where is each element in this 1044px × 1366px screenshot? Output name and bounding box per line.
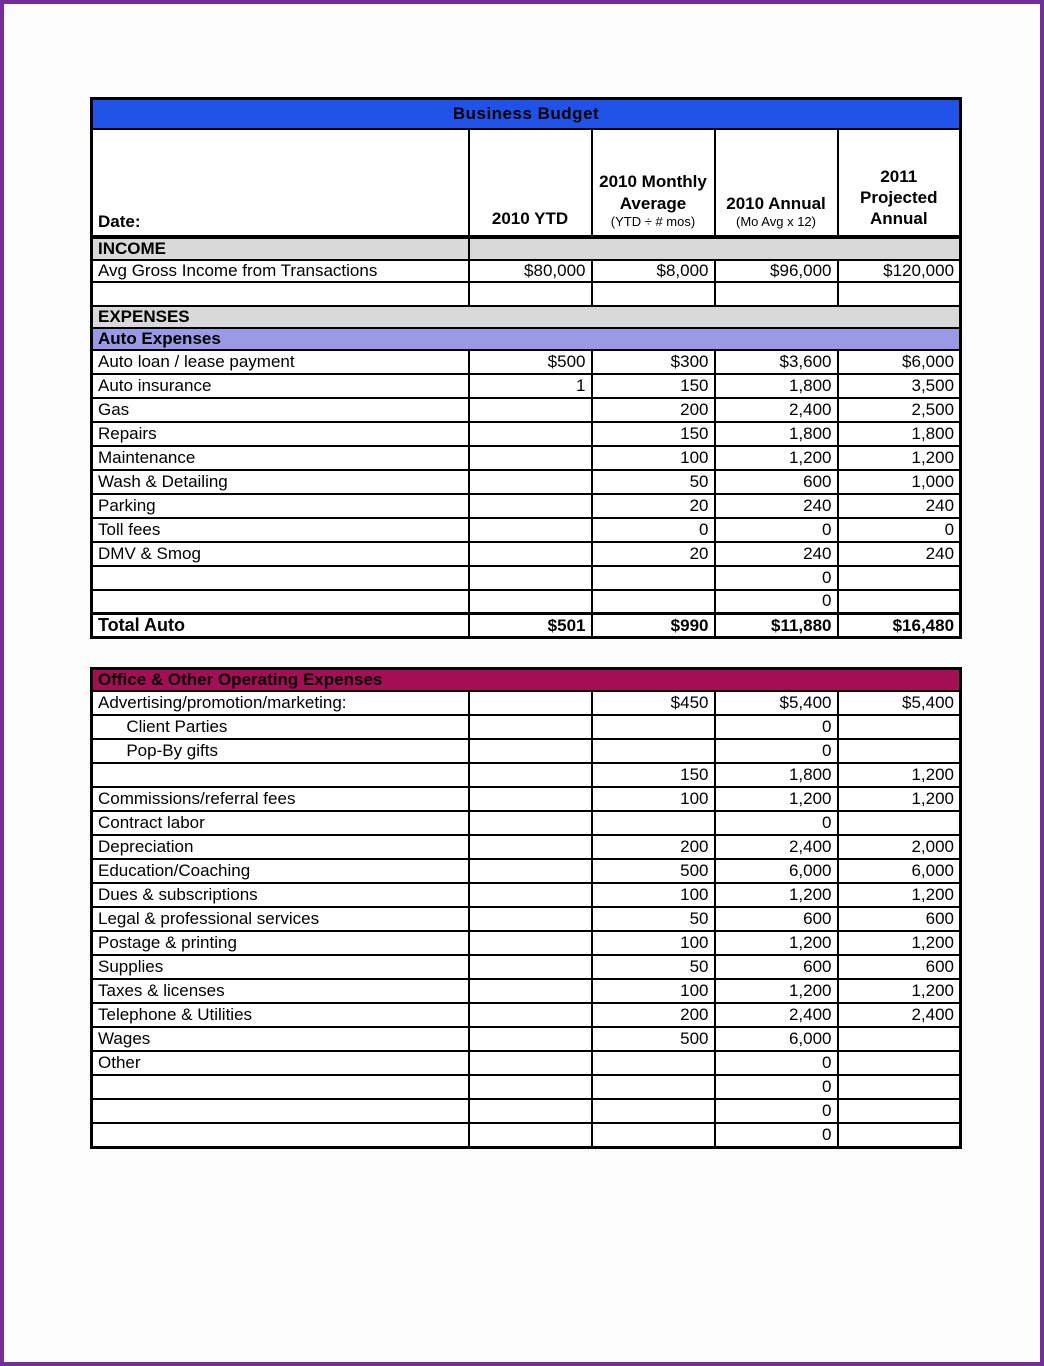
office-expense-table-row — [92, 931, 961, 955]
value-cell-2010-ytd — [469, 787, 592, 811]
value-cell-projected-annual: 1,200 — [838, 446, 961, 470]
value-cell-monthly-average: $300 — [592, 350, 715, 374]
value-cell-monthly-average — [592, 811, 715, 835]
value-cell-2010-ytd — [469, 691, 592, 715]
page-title: Business Budget — [92, 99, 961, 129]
auto-expense-table-row — [92, 494, 961, 518]
value-cell-2010-annual: 0 — [715, 1075, 838, 1099]
value-cell-2010-annual: 0 — [715, 811, 838, 835]
value-cell-projected-annual: 1,200 — [838, 787, 961, 811]
value-cell-projected-annual: $5,400 — [838, 691, 961, 715]
value-cell-2010-ytd — [469, 590, 592, 614]
value-cell-2010-annual: 240 — [715, 494, 838, 518]
value-cell-projected-annual — [838, 715, 961, 739]
income-rows — [92, 260, 961, 306]
row-label-cell: Parking — [92, 494, 469, 518]
office-expense-table-row — [92, 1075, 961, 1099]
auto-expense-table-row — [92, 566, 961, 590]
value-cell-2010-annual: $3,600 — [715, 350, 838, 374]
value-cell-2010-ytd — [469, 518, 592, 542]
column-title: 2010 YTD — [491, 209, 569, 229]
column-subtitle: (YTD ÷ # mos) — [610, 213, 696, 229]
expenses-section-header-row — [92, 306, 961, 328]
office-expense-table-row — [92, 1051, 961, 1075]
row-label-cell: Pop-By gifts — [92, 739, 469, 763]
office-expense-table-row — [92, 835, 961, 859]
value-cell-monthly-average — [592, 1123, 715, 1147]
value-cell-projected-annual: 240 — [838, 494, 961, 518]
value-cell-projected-annual: 600 — [838, 907, 961, 931]
value-cell-projected-annual — [838, 566, 961, 590]
office-expense-table-row — [92, 1003, 961, 1027]
value-cell-2010-annual: 0 — [715, 1099, 838, 1123]
office-expense-table-row — [92, 691, 961, 715]
row-label-cell: Auto loan / lease payment — [92, 350, 469, 374]
value-cell-projected-annual — [838, 1123, 961, 1147]
row-label-cell: Client Parties — [92, 715, 469, 739]
value-cell-2010-ytd — [469, 859, 592, 883]
auto-expense-table-row — [92, 398, 961, 422]
office-section-header: Office & Other Operating Expenses — [92, 669, 961, 692]
column-header-2010-monthly-average — [592, 129, 715, 237]
auto-expense-rows — [92, 350, 961, 614]
value-cell-2010-annual: 0 — [715, 1123, 838, 1147]
income-table-row — [92, 260, 961, 282]
value-cell-monthly-average — [592, 739, 715, 763]
office-expense-table-row — [92, 955, 961, 979]
row-label-cell: Dues & subscriptions — [92, 883, 469, 907]
total-auto-projected-annual: $16,480 — [838, 614, 961, 638]
value-cell-projected-annual — [838, 811, 961, 835]
row-label-cell: Auto insurance — [92, 374, 469, 398]
value-cell-monthly-average: 150 — [592, 763, 715, 787]
value-cell-projected-annual: 1,200 — [838, 979, 961, 1003]
value-cell-projected-annual: 2,000 — [838, 835, 961, 859]
value-cell-monthly-average: 100 — [592, 787, 715, 811]
auto-expenses-section-header: Auto Expenses — [92, 328, 961, 350]
office-expense-rows — [92, 691, 961, 1147]
value-cell-2010-ytd — [469, 1123, 592, 1147]
title-banner-row — [92, 99, 961, 129]
row-label-cell: Telephone & Utilities — [92, 1003, 469, 1027]
value-cell-monthly-average: 200 — [592, 1003, 715, 1027]
value-cell-projected-annual: 600 — [838, 955, 961, 979]
value-cell-monthly-average: 0 — [592, 518, 715, 542]
column-title: 2011 Projected Annual — [860, 166, 938, 229]
value-cell-monthly-average — [592, 282, 715, 306]
value-cell-2010-annual: 0 — [715, 739, 838, 763]
value-cell-2010-ytd — [469, 470, 592, 494]
value-cell-monthly-average: 20 — [592, 494, 715, 518]
value-cell-projected-annual: 1,200 — [838, 883, 961, 907]
row-label-cell: Wages — [92, 1027, 469, 1051]
office-expense-table-row — [92, 907, 961, 931]
row-label-cell — [92, 566, 469, 590]
value-cell-monthly-average — [592, 1075, 715, 1099]
value-cell-2010-annual: $96,000 — [715, 260, 838, 282]
value-cell-2010-ytd — [469, 883, 592, 907]
row-label-cell: Toll fees — [92, 518, 469, 542]
auto-expense-table-row — [92, 446, 961, 470]
value-cell-2010-annual: 2,400 — [715, 398, 838, 422]
value-cell-2010-annual: 0 — [715, 566, 838, 590]
value-cell-projected-annual: 3,500 — [838, 374, 961, 398]
office-expense-table-row — [92, 715, 961, 739]
value-cell-2010-annual: 1,800 — [715, 763, 838, 787]
row-label-cell: Education/Coaching — [92, 859, 469, 883]
column-title: 2010 Annual — [726, 193, 826, 213]
value-cell-2010-ytd — [469, 763, 592, 787]
row-label-cell — [92, 1075, 469, 1099]
value-cell-projected-annual: 1,200 — [838, 931, 961, 955]
value-cell-monthly-average: 20 — [592, 542, 715, 566]
row-label-cell — [92, 590, 469, 614]
total-auto-2010-ytd: $501 — [469, 614, 592, 638]
value-cell-monthly-average — [592, 590, 715, 614]
value-cell-2010-annual: 0 — [715, 590, 838, 614]
column-header-2011-projected-annual — [838, 129, 961, 237]
row-label-cell: Repairs — [92, 422, 469, 446]
value-cell-projected-annual — [838, 1099, 961, 1123]
row-label-cell: Avg Gross Income from Transactions — [92, 260, 469, 282]
value-cell-2010-ytd: 1 — [469, 374, 592, 398]
value-cell-monthly-average: 500 — [592, 1027, 715, 1051]
value-cell-2010-ytd — [469, 835, 592, 859]
office-expense-table-row — [92, 1123, 961, 1147]
value-cell-monthly-average: 150 — [592, 422, 715, 446]
row-label-cell: Taxes & licenses — [92, 979, 469, 1003]
office-expense-table-row — [92, 883, 961, 907]
value-cell-2010-annual: 2,400 — [715, 835, 838, 859]
value-cell-projected-annual: $120,000 — [838, 260, 961, 282]
row-label-cell — [92, 1123, 469, 1147]
value-cell-monthly-average: 100 — [592, 883, 715, 907]
row-label-cell: Maintenance — [92, 446, 469, 470]
value-cell-2010-ytd — [469, 979, 592, 1003]
value-cell-projected-annual: 0 — [838, 518, 961, 542]
value-cell-2010-annual: 6,000 — [715, 1027, 838, 1051]
value-cell-2010-ytd: $500 — [469, 350, 592, 374]
value-cell-2010-annual: 1,800 — [715, 422, 838, 446]
row-label-cell: Commissions/referral fees — [92, 787, 469, 811]
value-cell-2010-ytd — [469, 907, 592, 931]
value-cell-projected-annual — [838, 1075, 961, 1099]
value-cell-monthly-average — [592, 1099, 715, 1123]
row-label-cell: Postage & printing — [92, 931, 469, 955]
auto-expenses-section-header-row — [92, 328, 961, 350]
auto-expense-table-row — [92, 542, 961, 566]
value-cell-2010-ytd — [469, 1051, 592, 1075]
budget-table — [90, 97, 962, 639]
office-expense-table-row — [92, 787, 961, 811]
column-title: 2010 Monthly Average — [599, 172, 707, 213]
value-cell-monthly-average — [592, 1051, 715, 1075]
value-cell-2010-annual: 1,200 — [715, 787, 838, 811]
value-cell-projected-annual: 1,800 — [838, 422, 961, 446]
value-cell-monthly-average: 200 — [592, 398, 715, 422]
office-expense-table-row — [92, 1027, 961, 1051]
auto-expense-table-row — [92, 374, 961, 398]
income-section-header-row — [92, 237, 961, 260]
column-header-2010-ytd — [469, 129, 592, 237]
value-cell-2010-ytd — [469, 1099, 592, 1123]
total-auto-label: Total Auto — [92, 614, 469, 638]
value-cell-2010-annual: 6,000 — [715, 859, 838, 883]
value-cell-monthly-average: 50 — [592, 470, 715, 494]
office-expense-table-row — [92, 979, 961, 1003]
value-cell-2010-ytd — [469, 955, 592, 979]
row-label-cell: Depreciation — [92, 835, 469, 859]
column-header-2010-annual — [715, 129, 838, 237]
auto-expense-table-row — [92, 350, 961, 374]
value-cell-projected-annual — [838, 739, 961, 763]
value-cell-projected-annual: $6,000 — [838, 350, 961, 374]
value-cell-monthly-average — [592, 566, 715, 590]
office-expense-table-row — [92, 859, 961, 883]
row-label-cell: DMV & Smog — [92, 542, 469, 566]
row-label-cell: Wash & Detailing — [92, 470, 469, 494]
value-cell-2010-annual: 600 — [715, 470, 838, 494]
office-expenses-table — [90, 667, 962, 1149]
value-cell-projected-annual: 1,000 — [838, 470, 961, 494]
office-section-header-row — [92, 669, 961, 692]
budget-sheet — [90, 97, 959, 1149]
auto-expense-table-row — [92, 518, 961, 542]
value-cell-2010-annual: 1,200 — [715, 931, 838, 955]
total-auto-2010-annual: $11,880 — [715, 614, 838, 638]
value-cell-2010-ytd — [469, 931, 592, 955]
auto-expense-table-row — [92, 422, 961, 446]
row-label-cell: Contract labor — [92, 811, 469, 835]
value-cell-projected-annual: 240 — [838, 542, 961, 566]
auto-expense-table-row — [92, 590, 961, 614]
row-label-cell: Advertising/promotion/marketing: — [92, 691, 469, 715]
value-cell-2010-annual: 0 — [715, 1051, 838, 1075]
office-expense-table-row — [92, 1099, 961, 1123]
auto-expense-table-row — [92, 470, 961, 494]
value-cell-monthly-average: 500 — [592, 859, 715, 883]
value-cell-2010-ytd — [469, 1003, 592, 1027]
value-cell-2010-ytd — [469, 811, 592, 835]
value-cell-projected-annual: 2,500 — [838, 398, 961, 422]
value-cell-monthly-average: 50 — [592, 955, 715, 979]
value-cell-2010-annual: 2,400 — [715, 1003, 838, 1027]
value-cell-2010-annual: 1,200 — [715, 446, 838, 470]
value-cell-2010-ytd — [469, 566, 592, 590]
value-cell-2010-annual: 1,800 — [715, 374, 838, 398]
value-cell-2010-ytd — [469, 282, 592, 306]
income-table-row — [92, 282, 961, 306]
value-cell-2010-annual: 1,200 — [715, 979, 838, 1003]
value-cell-2010-annual: 600 — [715, 955, 838, 979]
value-cell-monthly-average: 200 — [592, 835, 715, 859]
date-header-cell: Date: — [92, 129, 469, 237]
value-cell-monthly-average: 100 — [592, 931, 715, 955]
value-cell-2010-ytd — [469, 715, 592, 739]
office-expense-table-row — [92, 739, 961, 763]
value-cell-projected-annual — [838, 282, 961, 306]
value-cell-2010-ytd — [469, 542, 592, 566]
value-cell-2010-ytd — [469, 446, 592, 470]
value-cell-monthly-average: 100 — [592, 979, 715, 1003]
value-cell-2010-annual: 0 — [715, 715, 838, 739]
value-cell-projected-annual: 1,200 — [838, 763, 961, 787]
value-cell-2010-ytd — [469, 494, 592, 518]
value-cell-monthly-average: 50 — [592, 907, 715, 931]
value-cell-2010-annual: 240 — [715, 542, 838, 566]
total-auto-monthly-average: $990 — [592, 614, 715, 638]
row-label-cell: Supplies — [92, 955, 469, 979]
value-cell-2010-annual: 0 — [715, 518, 838, 542]
column-header-row — [92, 129, 961, 237]
value-cell-monthly-average: 100 — [592, 446, 715, 470]
value-cell-monthly-average: 150 — [592, 374, 715, 398]
value-cell-2010-ytd — [469, 739, 592, 763]
total-auto-row — [92, 614, 961, 638]
row-label-cell: Legal & professional services — [92, 907, 469, 931]
value-cell-2010-ytd — [469, 422, 592, 446]
expenses-section-header: EXPENSES — [92, 306, 961, 328]
value-cell-2010-annual — [715, 282, 838, 306]
row-label-cell — [92, 763, 469, 787]
office-expense-table-row — [92, 811, 961, 835]
value-cell-2010-ytd — [469, 1075, 592, 1099]
row-label-cell: Other — [92, 1051, 469, 1075]
row-label-cell: Gas — [92, 398, 469, 422]
row-label-cell — [92, 1099, 469, 1123]
value-cell-2010-ytd — [469, 1027, 592, 1051]
value-cell-2010-ytd — [469, 398, 592, 422]
office-expense-table-row — [92, 763, 961, 787]
row-label-cell — [92, 282, 469, 306]
value-cell-projected-annual: 2,400 — [838, 1003, 961, 1027]
column-subtitle: (Mo Avg x 12) — [736, 213, 816, 229]
value-cell-2010-ytd: $80,000 — [469, 260, 592, 282]
value-cell-monthly-average: $450 — [592, 691, 715, 715]
income-section-header: INCOME — [92, 237, 469, 260]
value-cell-monthly-average — [592, 715, 715, 739]
value-cell-2010-annual: 600 — [715, 907, 838, 931]
value-cell-projected-annual — [838, 590, 961, 614]
value-cell-2010-annual: $5,400 — [715, 691, 838, 715]
income-section-header-fill — [469, 237, 961, 260]
value-cell-projected-annual — [838, 1027, 961, 1051]
value-cell-monthly-average: $8,000 — [592, 260, 715, 282]
value-cell-2010-annual: 1,200 — [715, 883, 838, 907]
value-cell-projected-annual — [838, 1051, 961, 1075]
value-cell-projected-annual: 6,000 — [838, 859, 961, 883]
